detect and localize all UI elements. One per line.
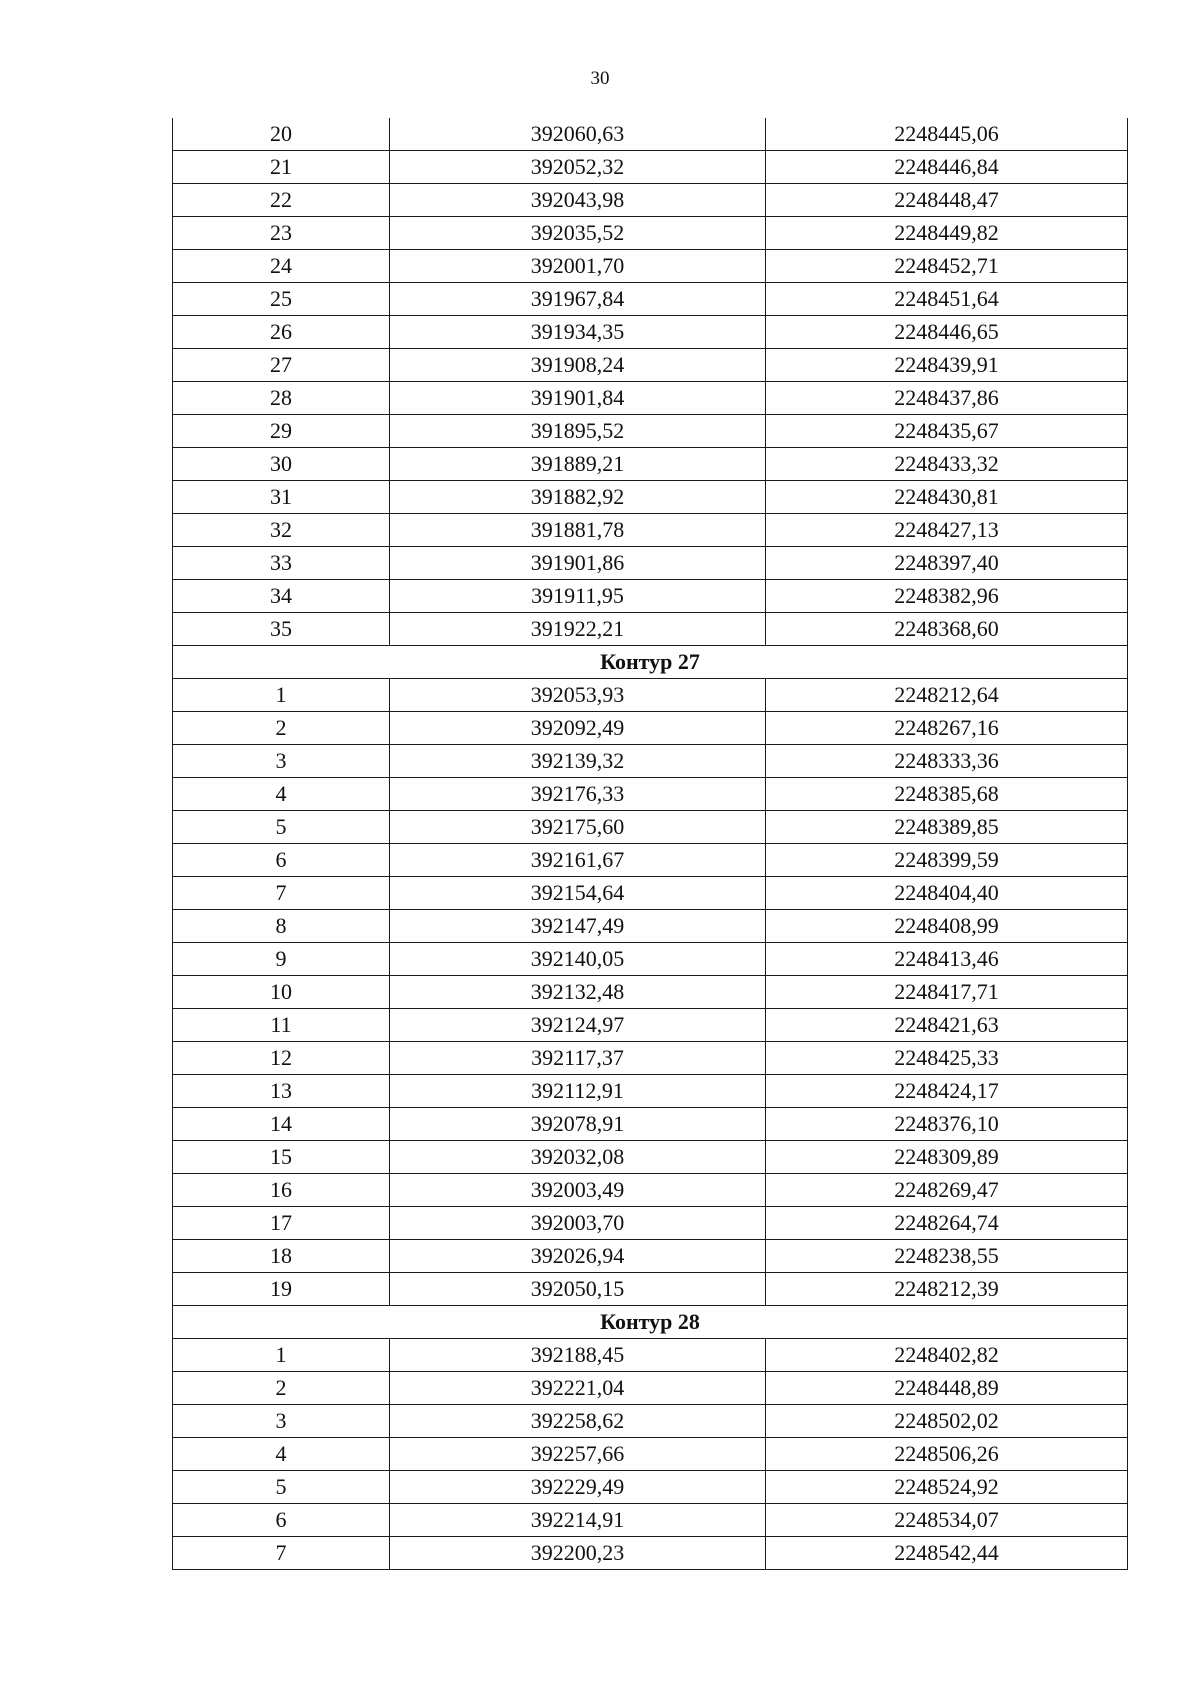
coordinates-table-body (173, 118, 1128, 1570)
y-coordinate-cell: 2248269,47 (766, 1174, 1128, 1207)
point-number-cell: 31 (173, 481, 390, 514)
point-number-cell: 23 (173, 217, 390, 250)
x-coordinate-cell: 392092,49 (390, 712, 766, 745)
x-coordinate-cell: 392188,45 (390, 1339, 766, 1372)
x-coordinate-cell: 392132,48 (390, 976, 766, 1009)
point-number-cell: 1 (173, 679, 390, 712)
x-coordinate-cell: 392147,49 (390, 910, 766, 943)
x-coordinate-cell: 392032,08 (390, 1141, 766, 1174)
coordinates-table (172, 118, 1128, 1570)
table-row (173, 1042, 1128, 1075)
y-coordinate-cell: 2248413,46 (766, 943, 1128, 976)
y-coordinate-cell: 2248404,40 (766, 877, 1128, 910)
point-number-cell: 2 (173, 712, 390, 745)
table-row (173, 1108, 1128, 1141)
table-row (173, 250, 1128, 283)
x-coordinate-cell: 391908,24 (390, 349, 766, 382)
table-row (173, 613, 1128, 646)
x-coordinate-cell: 392035,52 (390, 217, 766, 250)
y-coordinate-cell: 2248333,36 (766, 745, 1128, 778)
table-row (173, 1504, 1128, 1537)
point-number-cell: 12 (173, 1042, 390, 1075)
x-coordinate-cell: 392214,91 (390, 1504, 766, 1537)
table-row (173, 1372, 1128, 1405)
x-coordinate-cell: 392221,04 (390, 1372, 766, 1405)
y-coordinate-cell: 2248402,82 (766, 1339, 1128, 1372)
y-coordinate-cell: 2248382,96 (766, 580, 1128, 613)
x-coordinate-cell: 391911,95 (390, 580, 766, 613)
x-coordinate-cell: 392060,63 (390, 118, 766, 151)
x-coordinate-cell: 391901,86 (390, 547, 766, 580)
table-row (173, 943, 1128, 976)
page-number: 30 (590, 68, 610, 89)
table-row (173, 1339, 1128, 1372)
y-coordinate-cell: 2248238,55 (766, 1240, 1128, 1273)
table-row (173, 349, 1128, 382)
point-number-cell: 25 (173, 283, 390, 316)
point-number-cell: 3 (173, 745, 390, 778)
table-row (173, 547, 1128, 580)
x-coordinate-cell: 392003,70 (390, 1207, 766, 1240)
table-row (173, 679, 1128, 712)
y-coordinate-cell: 2248427,13 (766, 514, 1128, 547)
contour-heading-row (173, 646, 1128, 679)
y-coordinate-cell: 2248417,71 (766, 976, 1128, 1009)
x-coordinate-cell: 391934,35 (390, 316, 766, 349)
y-coordinate-cell: 2248502,02 (766, 1405, 1128, 1438)
point-number-cell: 15 (173, 1141, 390, 1174)
point-number-cell: 33 (173, 547, 390, 580)
table-row (173, 1141, 1128, 1174)
y-coordinate-cell: 2248433,32 (766, 448, 1128, 481)
y-coordinate-cell: 2248534,07 (766, 1504, 1128, 1537)
x-coordinate-cell: 392175,60 (390, 811, 766, 844)
table-row (173, 1009, 1128, 1042)
point-number-cell: 14 (173, 1108, 390, 1141)
point-number-cell: 20 (173, 118, 390, 151)
point-number-cell: 32 (173, 514, 390, 547)
table-row (173, 1240, 1128, 1273)
table-row (173, 118, 1128, 151)
y-coordinate-cell: 2248399,59 (766, 844, 1128, 877)
y-coordinate-cell: 2248448,47 (766, 184, 1128, 217)
point-number-cell: 22 (173, 184, 390, 217)
point-number-cell: 18 (173, 1240, 390, 1273)
y-coordinate-cell: 2248424,17 (766, 1075, 1128, 1108)
y-coordinate-cell: 2248506,26 (766, 1438, 1128, 1471)
y-coordinate-cell: 2248421,63 (766, 1009, 1128, 1042)
point-number-cell: 29 (173, 415, 390, 448)
y-coordinate-cell: 2248397,40 (766, 547, 1128, 580)
table-row (173, 1075, 1128, 1108)
y-coordinate-cell: 2248368,60 (766, 613, 1128, 646)
y-coordinate-cell: 2248385,68 (766, 778, 1128, 811)
point-number-cell: 10 (173, 976, 390, 1009)
table-row (173, 976, 1128, 1009)
x-coordinate-cell: 391889,21 (390, 448, 766, 481)
y-coordinate-cell: 2248264,74 (766, 1207, 1128, 1240)
x-coordinate-cell: 391967,84 (390, 283, 766, 316)
table-row (173, 415, 1128, 448)
point-number-cell: 6 (173, 844, 390, 877)
point-number-cell: 5 (173, 811, 390, 844)
table-row (173, 712, 1128, 745)
x-coordinate-cell: 391901,84 (390, 382, 766, 415)
table-row (173, 448, 1128, 481)
y-coordinate-cell: 2248267,16 (766, 712, 1128, 745)
point-number-cell: 7 (173, 877, 390, 910)
table-row (173, 1537, 1128, 1570)
y-coordinate-cell: 2248212,39 (766, 1273, 1128, 1306)
x-coordinate-cell: 392257,66 (390, 1438, 766, 1471)
point-number-cell: 19 (173, 1273, 390, 1306)
point-number-cell: 6 (173, 1504, 390, 1537)
y-coordinate-cell: 2248425,33 (766, 1042, 1128, 1075)
table-row (173, 1207, 1128, 1240)
table-row (173, 877, 1128, 910)
y-coordinate-cell: 2248524,92 (766, 1471, 1128, 1504)
point-number-cell: 34 (173, 580, 390, 613)
x-coordinate-cell: 391881,78 (390, 514, 766, 547)
y-coordinate-cell: 2248452,71 (766, 250, 1128, 283)
table-row (173, 283, 1128, 316)
y-coordinate-cell: 2248542,44 (766, 1537, 1128, 1570)
x-coordinate-cell: 391922,21 (390, 613, 766, 646)
y-coordinate-cell: 2248437,86 (766, 382, 1128, 415)
x-coordinate-cell: 392176,33 (390, 778, 766, 811)
table-row (173, 844, 1128, 877)
point-number-cell: 7 (173, 1537, 390, 1570)
y-coordinate-cell: 2248446,65 (766, 316, 1128, 349)
table-row (173, 316, 1128, 349)
table-row (173, 514, 1128, 547)
point-number-cell: 30 (173, 448, 390, 481)
x-coordinate-cell: 392124,97 (390, 1009, 766, 1042)
x-coordinate-cell: 392112,91 (390, 1075, 766, 1108)
point-number-cell: 8 (173, 910, 390, 943)
point-number-cell: 26 (173, 316, 390, 349)
table-row (173, 151, 1128, 184)
x-coordinate-cell: 391895,52 (390, 415, 766, 448)
x-coordinate-cell: 392052,32 (390, 151, 766, 184)
x-coordinate-cell: 392161,67 (390, 844, 766, 877)
y-coordinate-cell: 2248408,99 (766, 910, 1128, 943)
point-number-cell: 4 (173, 778, 390, 811)
x-coordinate-cell: 392003,49 (390, 1174, 766, 1207)
y-coordinate-cell: 2248449,82 (766, 217, 1128, 250)
y-coordinate-cell: 2248446,84 (766, 151, 1128, 184)
x-coordinate-cell: 391882,92 (390, 481, 766, 514)
point-number-cell: 4 (173, 1438, 390, 1471)
table-row (173, 778, 1128, 811)
table-row (173, 811, 1128, 844)
x-coordinate-cell: 392139,32 (390, 745, 766, 778)
x-coordinate-cell: 392078,91 (390, 1108, 766, 1141)
x-coordinate-cell: 392258,62 (390, 1405, 766, 1438)
table-row (173, 1471, 1128, 1504)
table-row (173, 1174, 1128, 1207)
y-coordinate-cell: 2248448,89 (766, 1372, 1128, 1405)
point-number-cell: 24 (173, 250, 390, 283)
y-coordinate-cell: 2248389,85 (766, 811, 1128, 844)
y-coordinate-cell: 2248435,67 (766, 415, 1128, 448)
point-number-cell: 2 (173, 1372, 390, 1405)
point-number-cell: 11 (173, 1009, 390, 1042)
y-coordinate-cell: 2248212,64 (766, 679, 1128, 712)
point-number-cell: 35 (173, 613, 390, 646)
table-row (173, 382, 1128, 415)
point-number-cell: 1 (173, 1339, 390, 1372)
y-coordinate-cell: 2248439,91 (766, 349, 1128, 382)
point-number-cell: 9 (173, 943, 390, 976)
table-row (173, 580, 1128, 613)
y-coordinate-cell: 2248445,06 (766, 118, 1128, 151)
point-number-cell: 13 (173, 1075, 390, 1108)
point-number-cell: 17 (173, 1207, 390, 1240)
table-row (173, 184, 1128, 217)
table-row (173, 217, 1128, 250)
point-number-cell: 21 (173, 151, 390, 184)
point-number-cell: 28 (173, 382, 390, 415)
y-coordinate-cell: 2248451,64 (766, 283, 1128, 316)
x-coordinate-cell: 392050,15 (390, 1273, 766, 1306)
x-coordinate-cell: 392001,70 (390, 250, 766, 283)
x-coordinate-cell: 392043,98 (390, 184, 766, 217)
y-coordinate-cell: 2248309,89 (766, 1141, 1128, 1174)
x-coordinate-cell: 392053,93 (390, 679, 766, 712)
x-coordinate-cell: 392200,23 (390, 1537, 766, 1570)
point-number-cell: 16 (173, 1174, 390, 1207)
contour-heading-row (173, 1306, 1128, 1339)
table-row (173, 1438, 1128, 1471)
table-row (173, 1405, 1128, 1438)
point-number-cell: 27 (173, 349, 390, 382)
table-row (173, 910, 1128, 943)
x-coordinate-cell: 392026,94 (390, 1240, 766, 1273)
x-coordinate-cell: 392140,05 (390, 943, 766, 976)
y-coordinate-cell: 2248376,10 (766, 1108, 1128, 1141)
table-row (173, 481, 1128, 514)
table-row (173, 1273, 1128, 1306)
point-number-cell: 3 (173, 1405, 390, 1438)
table-row (173, 745, 1128, 778)
x-coordinate-cell: 392229,49 (390, 1471, 766, 1504)
contour-heading: Контур 28 (173, 1306, 1128, 1339)
x-coordinate-cell: 392154,64 (390, 877, 766, 910)
point-number-cell: 5 (173, 1471, 390, 1504)
x-coordinate-cell: 392117,37 (390, 1042, 766, 1075)
contour-heading: Контур 27 (173, 646, 1128, 679)
y-coordinate-cell: 2248430,81 (766, 481, 1128, 514)
